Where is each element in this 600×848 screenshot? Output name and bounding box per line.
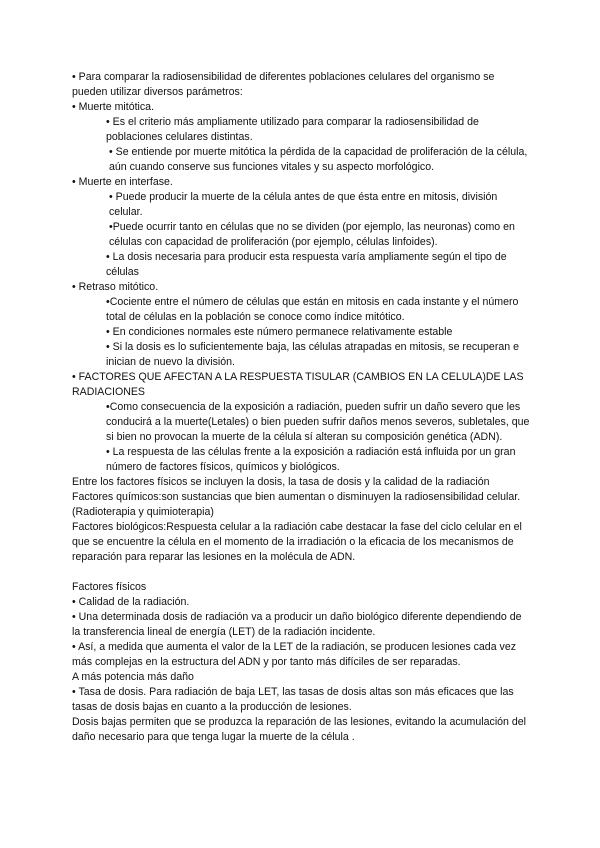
paragraph-gap — [72, 565, 532, 580]
bullet-indice-mitotico: •Cociente entre el número de células que están en mitosis en cada instante y el número total de células en la población se conoce como índice mitótico. — [106, 296, 519, 323]
paragraph-factores-quimicos: Factores químicos:son sustancias que bien aumentan o disminuyen la radiosensibilidad celular.(Radioterapia y quimioterapia) — [72, 491, 521, 518]
bullet-respuesta-celulas: • La respuesta de las células frente a la exposición a radiación está influida por un gran número de factores físicos, químicos y biológicos. — [106, 446, 516, 473]
bullet-antes-mitosis: • Puede producir la muerte de la célula antes de que ésta entre en mitosis, división celular. — [109, 191, 498, 218]
bullet-dosis-necesaria: • La dosis necesaria para producir esta respuesta varía ampliamente según el tipo de células — [106, 251, 507, 278]
heading-retraso-mitotico: • Retraso mitótico. — [72, 281, 159, 293]
heading-muerte-mitotica: • Muerte mitótica. — [72, 101, 155, 113]
bullet-condiciones-normales: • En condiciones normales este número permanece relativamente estable — [106, 326, 453, 338]
paragraph-dosis-bajas: Dosis bajas permiten que se produzca la reparación de las lesiones, evitando la acumulación del daño necesario para que tenga lugar la muerte de la célula . — [72, 716, 527, 743]
intro-paragraph: • Para comparar la radiosensibilidad de diferentes poblaciones celulares del organismo se pueden utilizar diversos parámetros: — [72, 71, 495, 98]
document-body — [72, 70, 532, 745]
bullet-definicion-muerte-mitotica: • Se entiende por muerte mitótica la pérdida de la capacidad de proliferación de la célula, aún cuando conserve sus funciones vitales y su aspecto morfológico. — [109, 146, 528, 173]
heading-muerte-interfase: • Muerte en interfase. — [72, 176, 173, 188]
line-mas-potencia: A más potencia más daño — [72, 671, 194, 683]
heading-factores-respuesta: • FACTORES QUE AFECTAN A LA RESPUESTA TISULAR (CAMBIOS EN LA CELULA)DE LAS RADIACIONES — [72, 371, 524, 398]
bullet-calidad-radiacion: • Calidad de la radiación. — [72, 596, 190, 608]
bullet-aumenta-let: • Así, a medida que aumenta el valor de la LET de la radiación, se producen lesiones cada vez más complejas en la estructura del ADN y por tanto más difíciles de ser reparadas. — [72, 641, 517, 668]
bullet-dosis-baja: • Si la dosis es lo suficientemente baja, las células atrapadas en mitosis, se recuperan e inician de nuevo la división. — [106, 341, 519, 368]
bullet-tasa-dosis: • Tasa de dosis. Para radiación de baja LET, las tasas de dosis altas son más eficaces que las tasas de dosis bajas en cuanto a la producción de lesiones. — [72, 686, 514, 713]
bullet-criterio: • Es el criterio más ampliamente utilizado para comparar la radiosensibilidad de poblaciones celulares distintas. — [106, 116, 479, 143]
bullet-ocurrir-celulas: •Puede ocurrir tanto en células que no se dividen (por ejemplo, las neuronas) como en células con capacidad de proliferación (por ejemplo, células linfoides). — [109, 221, 515, 248]
bullet-dosis-let: • Una determinada dosis de radiación va a producir un daño biológico diferente dependiendo de la transferencia lineal de energía (LET) de la radiación incidente. — [72, 611, 522, 638]
paragraph-factores-biologicos: Factores biológicos:Respuesta celular a la radiación cabe destacar la fase del ciclo celular en el que se encuentre la célula en el momento de la irradiación o la eficacia de los mecanismos de reparación para reparar las lesiones en la molécula de ADN. — [72, 521, 522, 563]
bullet-consecuencia-exposicion: •Como consecuencia de la exposición a radiación, pueden sufrir un daño severo que les conducirá a la muerte(Letales) o bien pueden sufrir daños menos severos, subletales, que si bien no provocan la muerte de la célula sí alteran su composición genética (ADN). — [106, 401, 530, 443]
heading-factores-fisicos: Factores físicos — [72, 581, 147, 593]
paragraph-factores-fisicos: Entre los factores físicos se incluyen la dosis, la tasa de dosis y la calidad de la radiación — [72, 476, 490, 488]
